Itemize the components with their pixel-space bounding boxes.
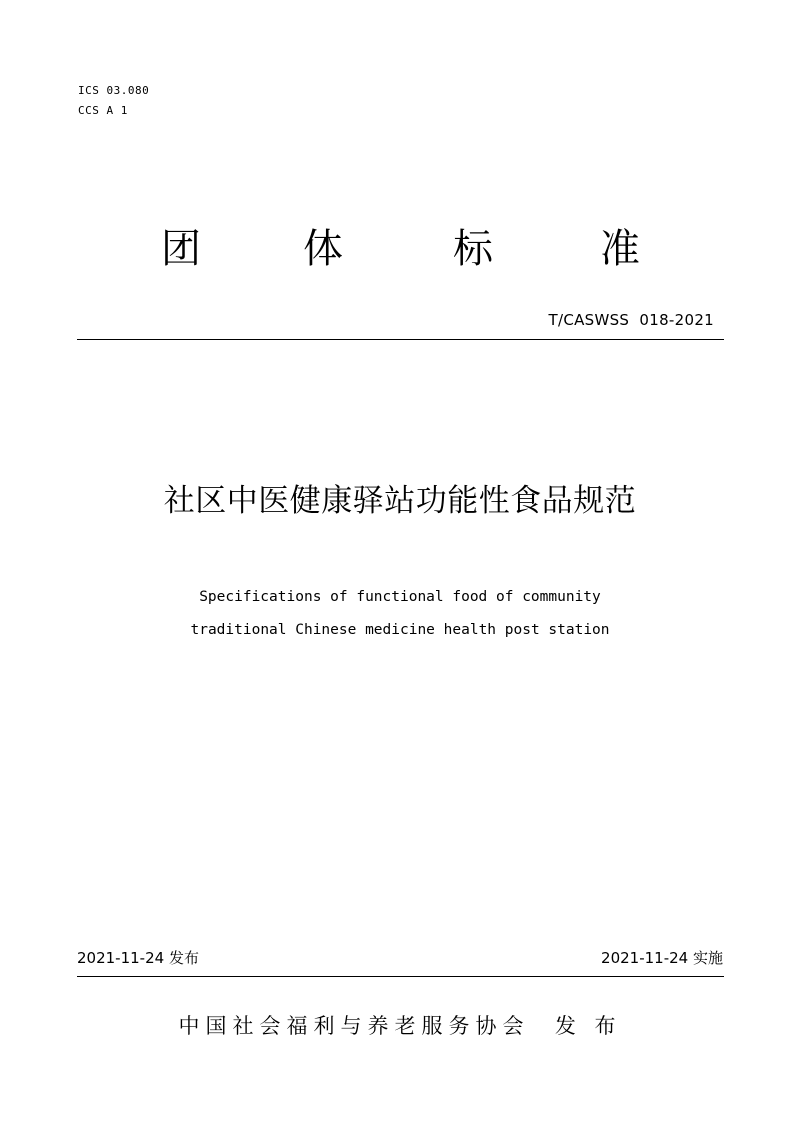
issue-date: 2021-11-24 发布 [77, 949, 199, 967]
ics-code: ICS 03.080 [78, 84, 150, 97]
standard-type-heading [0, 224, 800, 274]
publisher: 中国社会福利与养老服务协会 发 布 [178, 1014, 622, 1038]
standard-type-char: 准 [600, 226, 640, 272]
footer-divider [77, 976, 724, 977]
standard-number: T/CASWSS 018-2021 [548, 311, 714, 329]
title-english-line-1: Specifications of functional food of community [199, 589, 601, 605]
header-divider [77, 339, 724, 340]
ccs-code: CCS A 1 [78, 104, 128, 117]
standard-type-char: 团 [161, 226, 201, 272]
title-chinese: 社区中医健康驿站功能性食品规范 [163, 483, 637, 519]
standard-type-char: 标 [453, 226, 493, 272]
implementation-date: 2021-11-24 实施 [601, 949, 723, 967]
standard-type-char: 体 [303, 226, 343, 272]
title-english-line-2: traditional Chinese medicine health post station [190, 622, 610, 638]
